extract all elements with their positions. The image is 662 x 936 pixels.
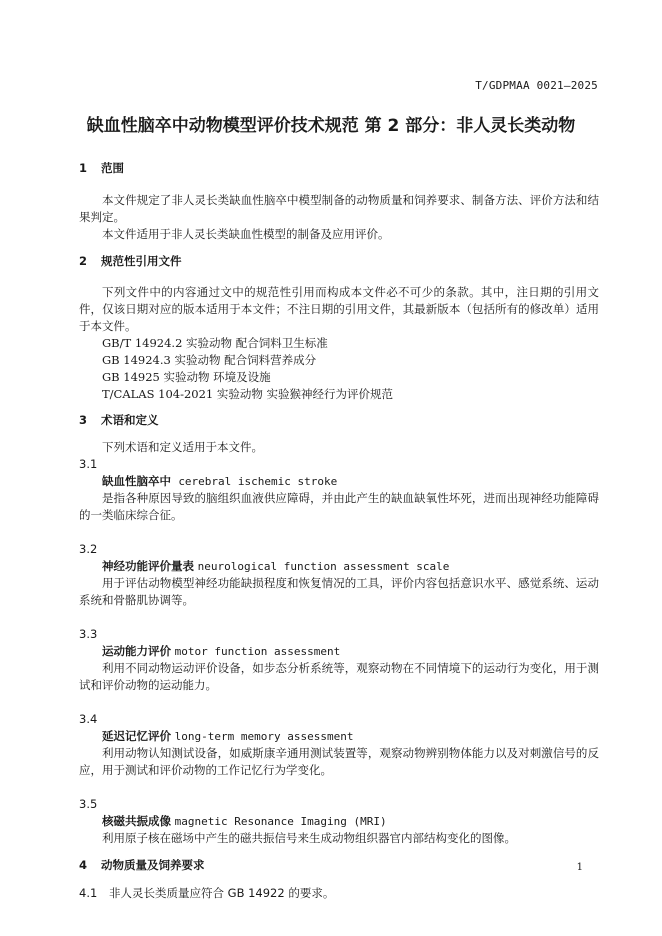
- term-entry: [79, 473, 599, 490]
- section-title: 术语和定义: [101, 413, 159, 427]
- section-heading-3: [79, 412, 599, 429]
- term-entry: [79, 813, 599, 830]
- term-zh: 运动能力评价: [102, 644, 171, 658]
- document-title: 缺血性脑卒中动物模型评价技术规范 第 2 部分：非人灵长类动物: [86, 116, 576, 136]
- subsection-number: 4.1: [79, 886, 98, 900]
- section-number: 4: [79, 858, 88, 872]
- term-definition: 用于评估动物模型神经功能缺损程度和恢复情况的工具，评价内容包括意识水平、感觉系统、运动系统和骨骼肌协调等。: [79, 576, 599, 607]
- reference-item: T/CALAS 104-2021 实验动物 实验猴神经行为评价规范: [102, 387, 394, 401]
- term-en: neurological function assessment scale: [197, 560, 450, 573]
- term-definition: 利用动物认知测试设备，如威斯康辛通用测试装置等，观察动物辨别物体能力以及对刺激信号的反应，用于测试和评价动物的工作记忆行为学变化。: [79, 746, 599, 777]
- section-title: 范围: [101, 161, 124, 175]
- term-number: 3.1: [79, 457, 98, 471]
- section-heading-1: [79, 160, 599, 177]
- term-zh: 核磁共振成像: [102, 814, 171, 828]
- section-title: 规范性引用文件: [101, 254, 182, 268]
- paragraph: 下列文件中的内容通过文中的规范性引用而构成本文件必不可少的条款。其中，注日期的引用文件，仅该日期对应的版本适用于本文件；不注日期的引用文件，其最新版本（包括所有的修改单）适用于本文件。: [79, 285, 599, 333]
- term-zh: 延迟记忆评价: [102, 729, 171, 743]
- standard-number: T/GDPMAA 0021—2025: [475, 79, 598, 92]
- reference-item: GB/T 14924.2 实验动物 配合饲料卫生标准: [102, 336, 328, 350]
- term-entry: [79, 643, 599, 660]
- term-definition: 是指各种原因导致的脑组织血液供应障碍，并由此产生的缺血缺氧性坏死，进而出现神经功能障碍的一类临床综合征。: [79, 491, 599, 522]
- term-en: long-term memory assessment: [174, 730, 354, 743]
- reference-item: GB 14925 实验动物 环境及设施: [102, 370, 271, 384]
- reference-item: GB 14924.3 实验动物 配合饲料营养成分: [102, 353, 317, 367]
- term-entry: [79, 728, 599, 745]
- term-zh: 缺血性脑卒中: [102, 474, 171, 488]
- term-definition: 利用不同动物运动评价设备，如步态分析系统等，观察动物在不同情境下的运动行为变化，用于测试和评价动物的运动能力。: [79, 661, 599, 692]
- term-definition: 利用原子核在磁场中产生的磁共振信号来生成动物组织器官内部结构变化的图像。: [102, 831, 516, 845]
- subsection-text: 非人灵长类质量应符合 GB 14922 的要求。: [109, 886, 335, 900]
- section-number: 2: [79, 254, 88, 268]
- term-number: 3.3: [79, 627, 98, 641]
- subsection-4-1: [79, 885, 599, 902]
- term-number: 3.4: [79, 712, 98, 726]
- section-number: 3: [79, 413, 88, 427]
- term-en: motor function assessment: [174, 645, 341, 658]
- term-number: 3.2: [79, 542, 98, 556]
- document-body: [79, 160, 599, 902]
- section-number: 1: [79, 161, 88, 175]
- term-zh: 神经功能评价量表: [102, 559, 194, 573]
- section-title: 动物质量及饲养要求: [101, 858, 205, 872]
- term-en: magnetic Resonance Imaging (MRI): [174, 815, 387, 828]
- paragraph: 本文件规定了非人灵长类缺血性脑卒中模型制备的动物质量和饲养要求、制备方法、评价方法和结果判定。: [79, 193, 599, 224]
- term-number: 3.5: [79, 797, 98, 811]
- paragraph: 本文件适用于非人灵长类缺血性模型的制备及应用评价。: [102, 227, 390, 241]
- term-en: cerebral ischemic stroke: [178, 475, 338, 488]
- section-heading-4: [79, 857, 599, 874]
- term-entry: [79, 558, 599, 575]
- page-number: 1: [576, 862, 583, 873]
- paragraph: 下列术语和定义适用于本文件。: [102, 440, 263, 454]
- section-heading-2: [79, 253, 599, 270]
